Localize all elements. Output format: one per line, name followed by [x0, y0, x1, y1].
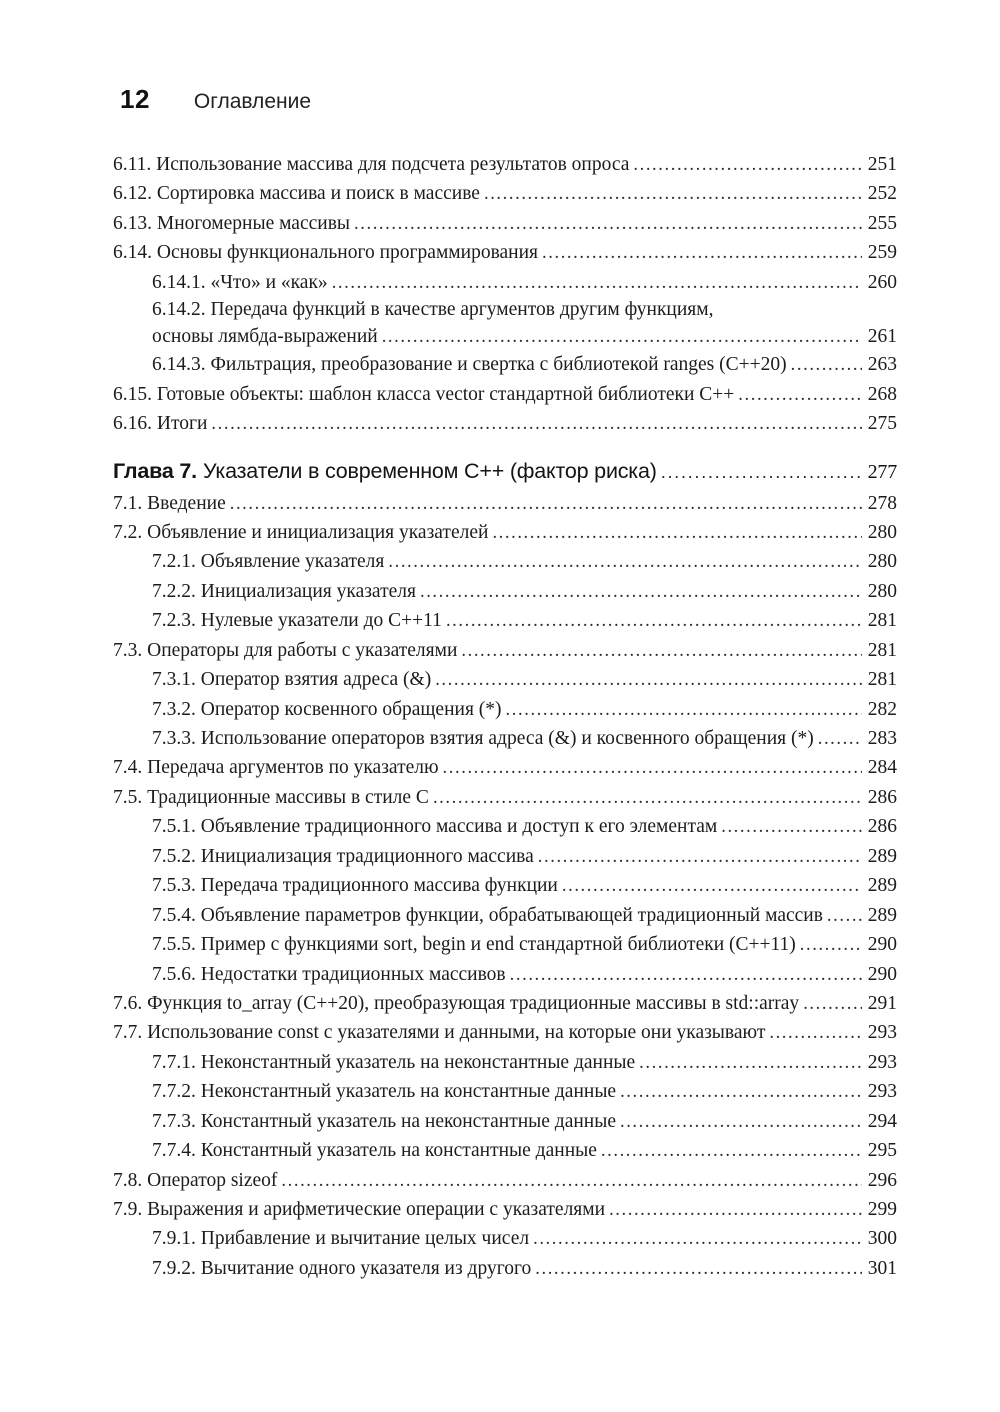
toc-entry-title: 6.14.2. Передача функций в качестве аргументов другим функциям,	[152, 299, 714, 321]
toc-page-ref: 259	[867, 242, 897, 264]
toc-entry-row	[113, 989, 897, 1018]
dot-leader	[609, 1195, 862, 1225]
toc-entry-title: 7.9.2. Вычитание одного указателя из другого	[152, 1257, 532, 1279]
dot-leader	[211, 409, 861, 439]
toc-page-ref: 293	[867, 1051, 897, 1073]
toc-page-ref: 295	[867, 1140, 897, 1162]
dot-leader	[538, 842, 862, 872]
toc-entry-title: 7.7.1. Неконстантный указатель на неконстантные данные	[152, 1051, 636, 1073]
toc-entry-title: 7.7.2. Неконстантный указатель на константные данные	[152, 1081, 617, 1103]
dot-leader	[620, 1077, 862, 1107]
dot-leader	[230, 489, 862, 519]
toc-chapter-prefix: Глава 7.	[113, 458, 197, 483]
toc-entry-title: 7.5.3. Передача традиционного массива функции	[152, 875, 558, 897]
toc-entry-title: 6.14. Основы функционального программирования	[113, 242, 539, 264]
toc-entry-title-continuation: основы лямбда-выражений	[152, 325, 378, 347]
toc-page-ref: 261	[867, 325, 897, 347]
toc-page-ref: 299	[867, 1199, 897, 1220]
dot-leader	[433, 783, 862, 813]
toc-page-ref: 294	[867, 1110, 897, 1132]
toc-entry-title: 7.5.6. Недостатки традиционных массивов	[152, 963, 506, 985]
toc-chapter-title: Указатели в современном C++ (фактор риска)	[202, 458, 657, 483]
dot-leader	[443, 753, 862, 783]
dot-leader	[382, 324, 862, 351]
dot-leader	[281, 1166, 861, 1196]
toc-entry-title: 7.9.1. Прибавление и вычитание целых чисел	[152, 1228, 530, 1250]
toc-entry-row-continuation	[113, 324, 897, 351]
toc-entry-row	[113, 1254, 897, 1283]
toc-entry-row	[113, 518, 897, 547]
toc-page-ref: 278	[867, 492, 897, 514]
toc-page-ref: 293	[867, 1022, 897, 1044]
toc-entry-row	[113, 238, 897, 267]
toc-page-ref: 252	[867, 183, 897, 205]
dot-leader	[738, 380, 861, 410]
toc-entry-title: 6.12. Сортировка массива и поиск в массиве	[113, 183, 480, 205]
toc-page-ref: 289	[867, 845, 897, 867]
toc-page-ref: 268	[867, 383, 897, 405]
toc-entry-row	[113, 1107, 897, 1136]
toc-page-ref: 280	[867, 551, 897, 573]
toc-page-ref: 280	[867, 521, 897, 543]
toc-entry-row	[113, 209, 897, 238]
toc-page-ref: 290	[867, 963, 897, 985]
dot-leader	[661, 456, 862, 487]
toc-entry-row	[113, 1224, 897, 1253]
dot-leader	[484, 179, 862, 209]
page-number: 12	[120, 84, 150, 114]
toc-entry-row	[113, 150, 897, 179]
toc-entry-title: 6.14.1. «Что» и «как»	[152, 271, 328, 293]
toc-entry-title: 7.3. Операторы для работы с указателями	[113, 639, 458, 661]
toc-entry-title: 7.2.2. Инициализация указателя	[152, 580, 416, 602]
toc-entry-row	[113, 1048, 897, 1077]
toc-entry-row	[113, 489, 897, 518]
toc-entry-row	[113, 636, 897, 665]
dot-leader	[803, 989, 862, 1019]
toc-entry-row	[113, 1195, 897, 1224]
toc-entry-row	[113, 1166, 897, 1195]
toc-page-ref: 301	[867, 1257, 897, 1279]
page-header	[120, 84, 311, 115]
dot-leader	[601, 1136, 862, 1166]
dot-leader	[827, 901, 862, 931]
toc-entry-row	[113, 268, 897, 297]
toc-entry-row	[113, 695, 897, 724]
toc-entry-title: 7.1. Введение	[113, 492, 226, 514]
toc-entry-title: 6.15. Готовые объекты: шаблон класса vector стандартной библиотеки C++	[113, 383, 735, 405]
toc-page-ref: 275	[867, 413, 897, 435]
dot-leader	[435, 665, 862, 695]
toc-page-ref: 284	[867, 757, 897, 779]
toc-chapter-row	[113, 456, 897, 486]
toc-page-ref: 255	[867, 212, 897, 234]
toc-entry-row	[113, 783, 897, 812]
toc-entry-row	[113, 577, 897, 606]
toc-page-ref: 283	[867, 728, 897, 749]
dot-leader	[791, 350, 862, 380]
toc-page-ref: 286	[867, 816, 897, 838]
dot-leader	[506, 695, 862, 725]
toc-page-ref: 289	[867, 875, 897, 897]
dot-leader	[535, 1254, 862, 1284]
toc-entry-title: 7.2.1. Объявление указателя	[152, 551, 385, 573]
dot-leader	[633, 150, 861, 180]
toc-entry-title: 6.13. Многомерные массивы	[113, 212, 351, 234]
dot-leader	[388, 547, 861, 577]
dot-leader	[354, 209, 862, 239]
toc-entry-title: 7.3.1. Оператор взятия адреса (&)	[152, 669, 432, 691]
toc-page-ref: 281	[867, 669, 897, 691]
dot-leader	[800, 930, 862, 960]
toc-entry-title: 7.9. Выражения и арифметические операции с указателями	[113, 1199, 606, 1220]
toc-entry-row	[113, 297, 897, 324]
dot-leader	[446, 606, 862, 636]
toc-page-ref: 277	[867, 460, 897, 483]
toc-entry-title: 7.4. Передача аргументов по указателю	[113, 757, 439, 779]
dot-leader	[562, 871, 862, 901]
toc-entry-row	[113, 1136, 897, 1165]
toc-page-ref: 290	[867, 934, 897, 956]
dot-leader	[533, 1224, 862, 1254]
toc-entry-row	[113, 547, 897, 576]
toc-entry-title: 7.5. Традиционные массивы в стиле C	[113, 786, 429, 808]
toc-page-ref: 293	[867, 1081, 897, 1103]
toc-entry-title: 7.3.3. Использование операторов взятия адреса (&) и косвенного обращения (*)	[152, 728, 814, 749]
toc-page-ref: 289	[867, 904, 897, 926]
table-of-contents	[113, 150, 897, 1283]
toc-entry-title: 7.7. Использование const с указателями и данными, на которые они указывают	[113, 1022, 766, 1044]
toc-entry-title: 7.2.3. Нулевые указатели до C++11	[152, 610, 442, 632]
dot-leader	[620, 1107, 862, 1137]
toc-entry-row	[113, 606, 897, 635]
toc-entry-title: 7.5.5. Пример с функциями sort, begin и end стандартной библиотеки (C++11)	[152, 934, 796, 956]
toc-entry-title: 7.7.3. Константный указатель на неконстантные данные	[152, 1110, 616, 1132]
toc-entry-row	[113, 1018, 897, 1047]
toc-entry-title: 7.6. Функция to_array (C++20), преобразующая традиционные массивы в std::array	[113, 992, 800, 1014]
toc-entry-row	[113, 724, 897, 753]
toc-page-ref: 282	[867, 698, 897, 720]
dot-leader	[721, 812, 862, 842]
dot-leader	[818, 724, 862, 754]
toc-page-ref: 281	[867, 610, 897, 632]
toc-page-ref: 286	[867, 786, 897, 808]
dot-leader	[639, 1048, 862, 1078]
toc-entry-title: 7.5.2. Инициализация традиционного массива	[152, 845, 534, 867]
toc-entry-row	[113, 665, 897, 694]
toc-entry-row	[113, 842, 897, 871]
toc-entry-row	[113, 350, 897, 379]
toc-entry-row	[113, 409, 897, 438]
dot-leader	[492, 518, 861, 548]
toc-entry-title: 6.16. Итоги	[113, 413, 208, 435]
toc-page-ref: 296	[867, 1169, 897, 1191]
toc-page-ref: 280	[867, 580, 897, 602]
dot-leader	[461, 636, 861, 666]
toc-page-ref: 260	[867, 271, 897, 293]
toc-page-ref: 300	[867, 1228, 897, 1250]
toc-page-ref: 291	[867, 992, 897, 1014]
dot-leader	[510, 960, 862, 990]
toc-entry-row	[113, 930, 897, 959]
toc-entry-row	[113, 179, 897, 208]
toc-entry-title: 7.5.1. Объявление традиционного массива и доступ к его элементам	[152, 816, 718, 838]
toc-entry-title: 7.8. Оператор sizeof	[113, 1169, 278, 1191]
dot-leader	[332, 268, 862, 298]
running-header-title: Оглавление	[193, 90, 312, 113]
toc-entry-title: 7.2. Объявление и инициализация указателей	[113, 521, 489, 543]
dot-leader	[420, 577, 862, 607]
toc-entry-title: 7.7.4. Константный указатель на константные данные	[152, 1140, 597, 1162]
dot-leader	[769, 1018, 861, 1048]
toc-entry-title: 6.14.3. Фильтрация, преобразование и свертка с библиотекой ranges (C++20)	[152, 354, 787, 376]
toc-entry-row	[113, 753, 897, 782]
toc-entry-title: 7.5.4. Объявление параметров функции, обрабатывающей традиционный массив	[152, 904, 823, 926]
toc-entry-row	[113, 812, 897, 841]
toc-entry-row	[113, 1077, 897, 1106]
toc-page-ref: 263	[867, 354, 897, 376]
toc-entry-row	[113, 871, 897, 900]
toc-page-ref: 251	[867, 154, 897, 175]
dot-leader	[542, 238, 862, 268]
toc-entry-row	[113, 960, 897, 989]
toc-page-ref: 281	[867, 639, 897, 661]
toc-entry-row	[113, 380, 897, 409]
toc-entry-title: 6.11. Использование массива для подсчета результатов опроса	[113, 154, 630, 175]
toc-entry-title: 7.3.2. Оператор косвенного обращения (*)	[152, 698, 502, 720]
toc-entry-row	[113, 901, 897, 930]
